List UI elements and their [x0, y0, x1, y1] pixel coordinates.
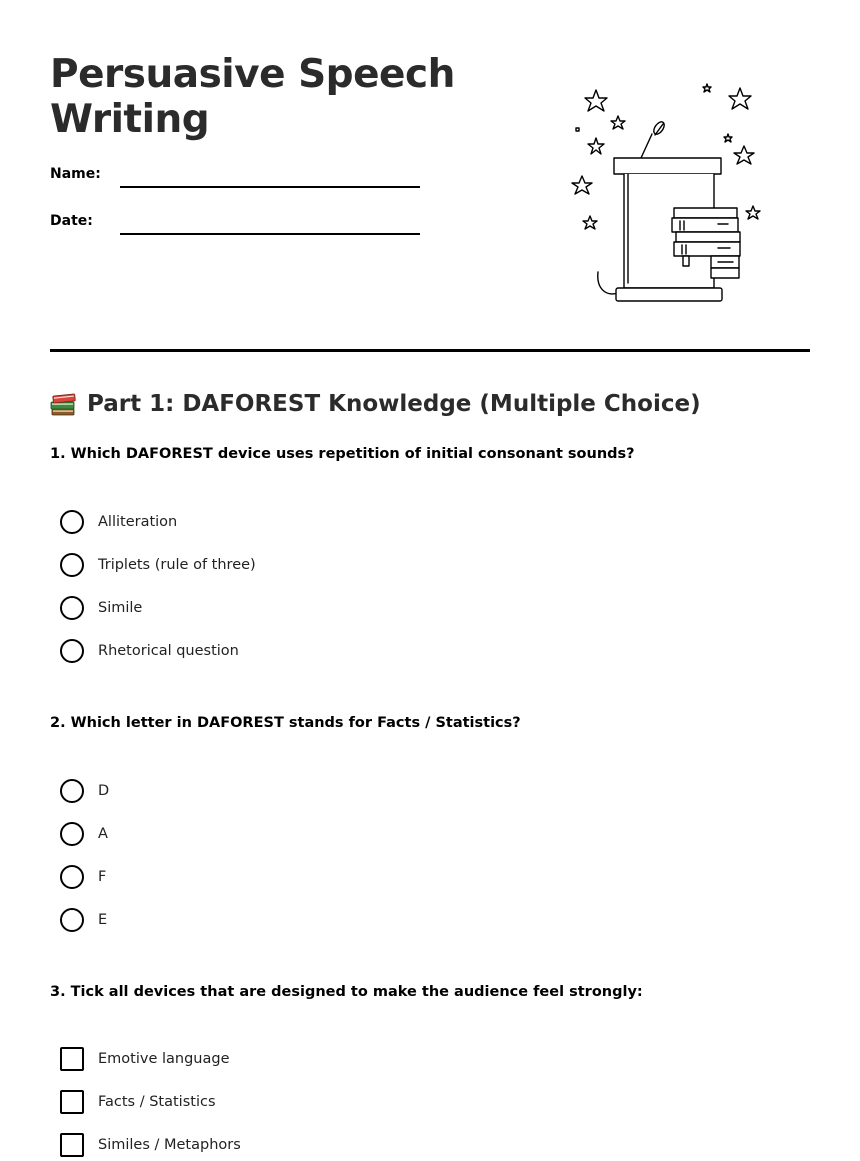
q1-option-simile[interactable] [60, 595, 142, 621]
star-icon [746, 206, 760, 219]
option-label: Similes / Metaphors [98, 1137, 241, 1153]
radio-button[interactable] [60, 639, 84, 663]
star-icon [611, 116, 625, 129]
star-icon [703, 84, 711, 92]
radio-button[interactable] [60, 822, 84, 846]
name-field[interactable] [50, 166, 430, 196]
option-label: Simile [98, 600, 143, 616]
page-title-line-2: Writing [50, 97, 210, 142]
checkbox[interactable] [60, 1090, 84, 1114]
part1-heading-text: Part 1: DAFOREST Knowledge (Multiple Choice) [87, 391, 701, 417]
star-icon [588, 138, 604, 154]
date-label: Date: [50, 213, 93, 229]
q2-option-f[interactable] [60, 864, 106, 890]
sparkle-icon [576, 128, 579, 131]
star-icon [734, 146, 754, 164]
q1-option-triplets[interactable] [60, 552, 256, 578]
checkbox[interactable] [60, 1047, 84, 1071]
question-3: 3. Tick all devices that are designed to make the audience feel strongly: [50, 984, 643, 1000]
microphone-icon [641, 120, 666, 158]
star-icon [585, 90, 607, 111]
star-icon [583, 216, 597, 229]
radio-button[interactable] [60, 596, 84, 620]
option-label: Triplets (rule of three) [98, 557, 256, 573]
page-title [50, 52, 470, 142]
radio-button[interactable] [60, 908, 84, 932]
star-icon [724, 134, 732, 142]
q3-option-facts-statistics[interactable] [60, 1089, 216, 1115]
name-label: Name: [50, 166, 101, 182]
books-icon [50, 391, 77, 417]
radio-button[interactable] [60, 779, 84, 803]
option-label: E [98, 912, 108, 928]
date-input-line[interactable] [120, 233, 420, 235]
q1-option-rhetorical-question[interactable] [60, 638, 239, 664]
q2-option-d[interactable] [60, 778, 109, 804]
option-label: Facts / Statistics [98, 1094, 216, 1110]
star-icon [729, 88, 751, 109]
q3-option-similes-metaphors[interactable] [60, 1132, 241, 1158]
option-label: Alliteration [98, 514, 178, 530]
option-label: A [98, 826, 108, 842]
star-icon [572, 176, 592, 194]
radio-button[interactable] [60, 553, 84, 577]
option-label: Rhetorical question [98, 643, 239, 659]
option-label: F [98, 869, 107, 885]
radio-button[interactable] [60, 510, 84, 534]
q3-option-emotive-language[interactable] [60, 1046, 230, 1072]
section-divider [50, 349, 810, 352]
q1-option-alliteration[interactable] [60, 509, 177, 535]
checkbox[interactable] [60, 1133, 84, 1157]
option-label: D [98, 783, 110, 799]
question-1: 1. Which DAFOREST device uses repetition of initial consonant sounds? [50, 446, 635, 462]
podium-illustration [568, 78, 768, 310]
option-label: Emotive language [98, 1051, 230, 1067]
question-2: 2. Which letter in DAFOREST stands for Facts / Statistics? [50, 715, 521, 731]
radio-button[interactable] [60, 865, 84, 889]
date-field[interactable] [50, 213, 430, 243]
q2-option-e[interactable] [60, 907, 107, 933]
name-input-line[interactable] [120, 186, 420, 188]
part1-heading [50, 389, 701, 419]
page-title-line-1: Persuasive Speech [50, 52, 455, 97]
q2-option-a[interactable] [60, 821, 108, 847]
